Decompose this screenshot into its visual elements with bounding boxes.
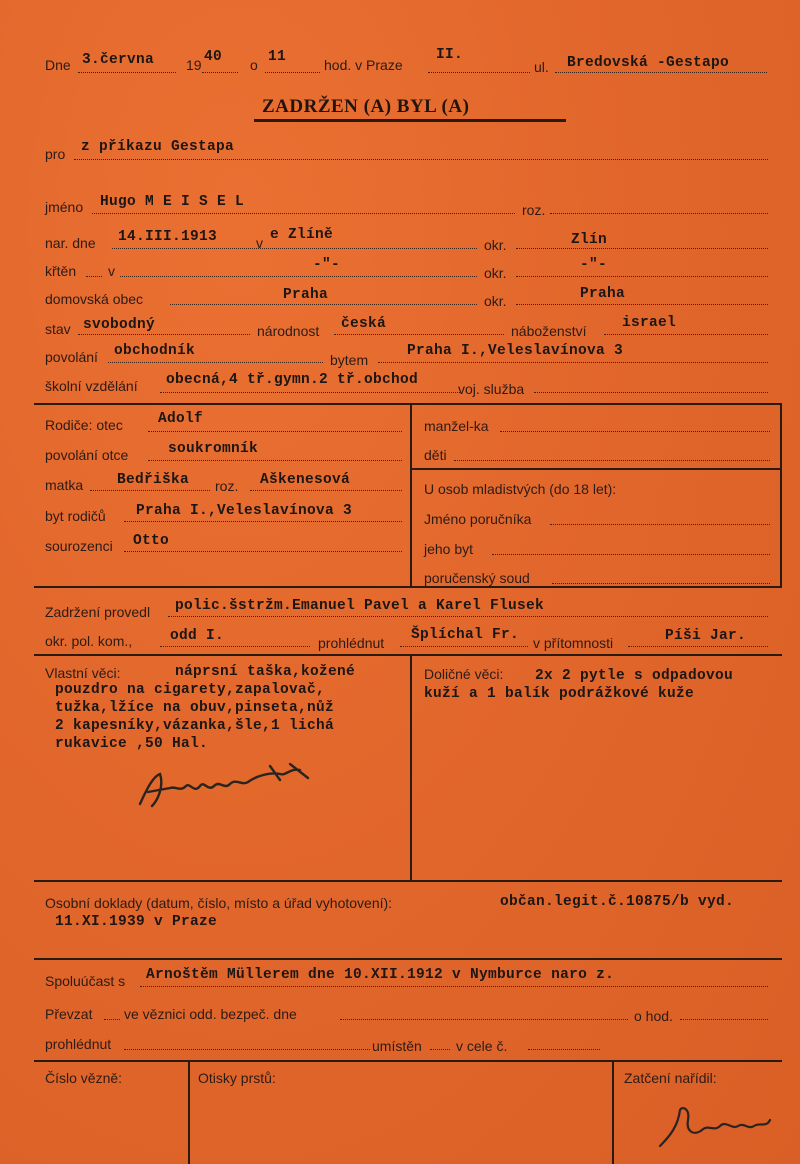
narodnost-label: národnost	[257, 323, 320, 339]
year-prefix: 19	[186, 57, 202, 73]
matka-label: matka	[45, 477, 84, 493]
otisky-label: Otisky prstů:	[198, 1070, 276, 1086]
stav-label: stav	[45, 321, 71, 337]
voj-label: voj. služba	[458, 381, 525, 397]
evidence-line: 2x 2 pytle s odpadovou	[535, 668, 734, 684]
nar-v: v	[256, 235, 263, 251]
kretn-v: v	[108, 263, 115, 279]
siblings: Otto	[133, 533, 170, 549]
porucensky-label: poručenský soud	[424, 570, 530, 586]
father-name: Adolf	[158, 411, 204, 427]
personal-item-line: 2 kapesníky,vázanka,šle,1 lichá	[55, 718, 335, 734]
form-title: ZADRŽEN (A) BYL (A)	[262, 96, 470, 117]
ul-label: ul.	[534, 59, 549, 75]
reason-value: z příkazu Gestapa	[81, 139, 235, 155]
pro-label: pro	[45, 146, 66, 162]
personal-item-line: tužka,lžíce na obuv,pinseta,nůž	[55, 700, 335, 716]
arrest-date: 3.června	[82, 52, 155, 68]
cislo-label: Číslo vězně:	[45, 1070, 123, 1086]
district: II.	[436, 47, 464, 63]
manzel-label: manžel-ka	[424, 418, 489, 434]
name-value: Hugo M E I S E L	[100, 194, 245, 210]
documents-value-2: 11.XI.1939 v Praze	[55, 914, 218, 930]
kretn-label: křtěn	[45, 263, 77, 279]
okr3-label: okr.	[484, 293, 507, 309]
okr-label: okr.	[484, 237, 507, 253]
baptism-place: -"-	[313, 257, 341, 273]
residence: Praha I.,Veleslavínova 3	[407, 343, 624, 359]
personal-item-line: náprsní taška,kožené	[175, 664, 356, 680]
religion: israel	[622, 315, 677, 331]
mother-maiden-name: Aškenesová	[260, 472, 351, 488]
sourozenci-label: sourozenci	[45, 538, 113, 554]
jeho-byt-label: jeho byt	[424, 541, 474, 557]
prisoner-signature	[130, 756, 330, 816]
parents-residence: Praha I.,Veleslavínova 3	[136, 503, 353, 519]
accomplice-value: Arnoštěm Müllerem dne 10.XII.1912 v Nymburce naro z.	[146, 967, 615, 983]
documents-label: Osobní doklady (datum, číslo, místo a úřad vyhotovení):	[45, 895, 393, 911]
searched-by: Šplíchal Fr.	[411, 627, 520, 643]
rodice-label: Rodiče: otec	[45, 417, 123, 433]
street: Bredovská -Gestapo	[567, 55, 730, 71]
povolani-otce-label: povolání otce	[45, 447, 129, 463]
porucnik-label: Jméno poručníka	[424, 511, 532, 527]
home-district: Praha	[580, 286, 626, 302]
birth-district: Zlín	[571, 232, 608, 248]
arresting-officers: polic.šstržm.Emanuel Pavel a Karel Flusek	[175, 598, 545, 614]
roz-parents-label: roz.	[215, 478, 239, 494]
nar-label: nar. dne	[45, 235, 96, 251]
birth-date: 14.III.1913	[118, 229, 218, 245]
marital-status: svobodný	[83, 317, 156, 333]
personal-item-line: rukavice ,50 Hal.	[55, 736, 209, 752]
roz-label: roz.	[522, 202, 546, 218]
pritomnosti-label: v přítomnosti	[533, 635, 614, 651]
prohlednut-label: prohlédnut	[318, 635, 385, 651]
povolani-label: povolání	[45, 349, 98, 365]
o-label: o	[250, 57, 258, 73]
obec-label: domovská obec	[45, 291, 144, 307]
deti-label: děti	[424, 447, 447, 463]
evidence-line: kuží a 1 balík podrážkové kuže	[424, 686, 695, 702]
prohlednut-footer-label: prohlédnut	[45, 1036, 112, 1052]
documents-value: občan.legit.č.10875/b vyd.	[500, 894, 735, 910]
byt-label: byt rodičů	[45, 508, 106, 524]
nabozenstvi-label: náboženství	[511, 323, 587, 339]
dolicne-label: Doličné věci:	[424, 666, 504, 682]
mladistvi-label: U osob mladistvých (do 18 let):	[424, 481, 617, 497]
okr-kom-label: okr. pol. kom.,	[45, 633, 133, 649]
home-municipality: Praha	[283, 287, 329, 303]
provedl-label: Zadržení provedl	[45, 604, 151, 620]
okr2-label: okr.	[484, 265, 507, 281]
police-dept: odd I.	[170, 628, 225, 644]
nationality: česká	[341, 316, 387, 332]
father-occupation: soukromník	[168, 441, 259, 457]
prevzat-label: Převzat	[45, 1006, 93, 1022]
jmeno-label: jméno	[45, 199, 84, 215]
skolni-label: školní vzdělání	[45, 378, 138, 394]
mother-name: Bedřiška	[117, 472, 190, 488]
veznice-label: ve věznici odd. bezpeč. dne	[124, 1006, 297, 1022]
baptism-district: -"-	[580, 257, 608, 273]
zateni-label: Zatčení nařídil:	[624, 1070, 717, 1086]
vlastni-label: Vlastní věci:	[45, 665, 121, 681]
dne-label: Dne	[45, 57, 71, 73]
arrest-hour: 11	[268, 49, 287, 65]
bytem-label: bytem	[330, 352, 369, 368]
year-suffix: 40	[204, 49, 223, 65]
education: obecná,4 tř.gymn.2 tř.obchod	[166, 372, 419, 388]
hod-footer-label: o hod.	[634, 1008, 673, 1024]
ordering-officer-signature	[650, 1096, 780, 1156]
hod-label: hod. v Praze	[324, 57, 403, 73]
umisten-label: umístěn	[372, 1038, 422, 1054]
personal-item-line: pouzdro na cigarety,zapalovač,	[55, 682, 326, 698]
birth-place: e Zlíně	[270, 227, 334, 243]
accomplice-label: Spoluúčast s	[45, 973, 126, 989]
cele-label: v cele č.	[456, 1038, 508, 1054]
occupation: obchodník	[114, 343, 196, 359]
witness: Píši Jar.	[665, 628, 747, 644]
